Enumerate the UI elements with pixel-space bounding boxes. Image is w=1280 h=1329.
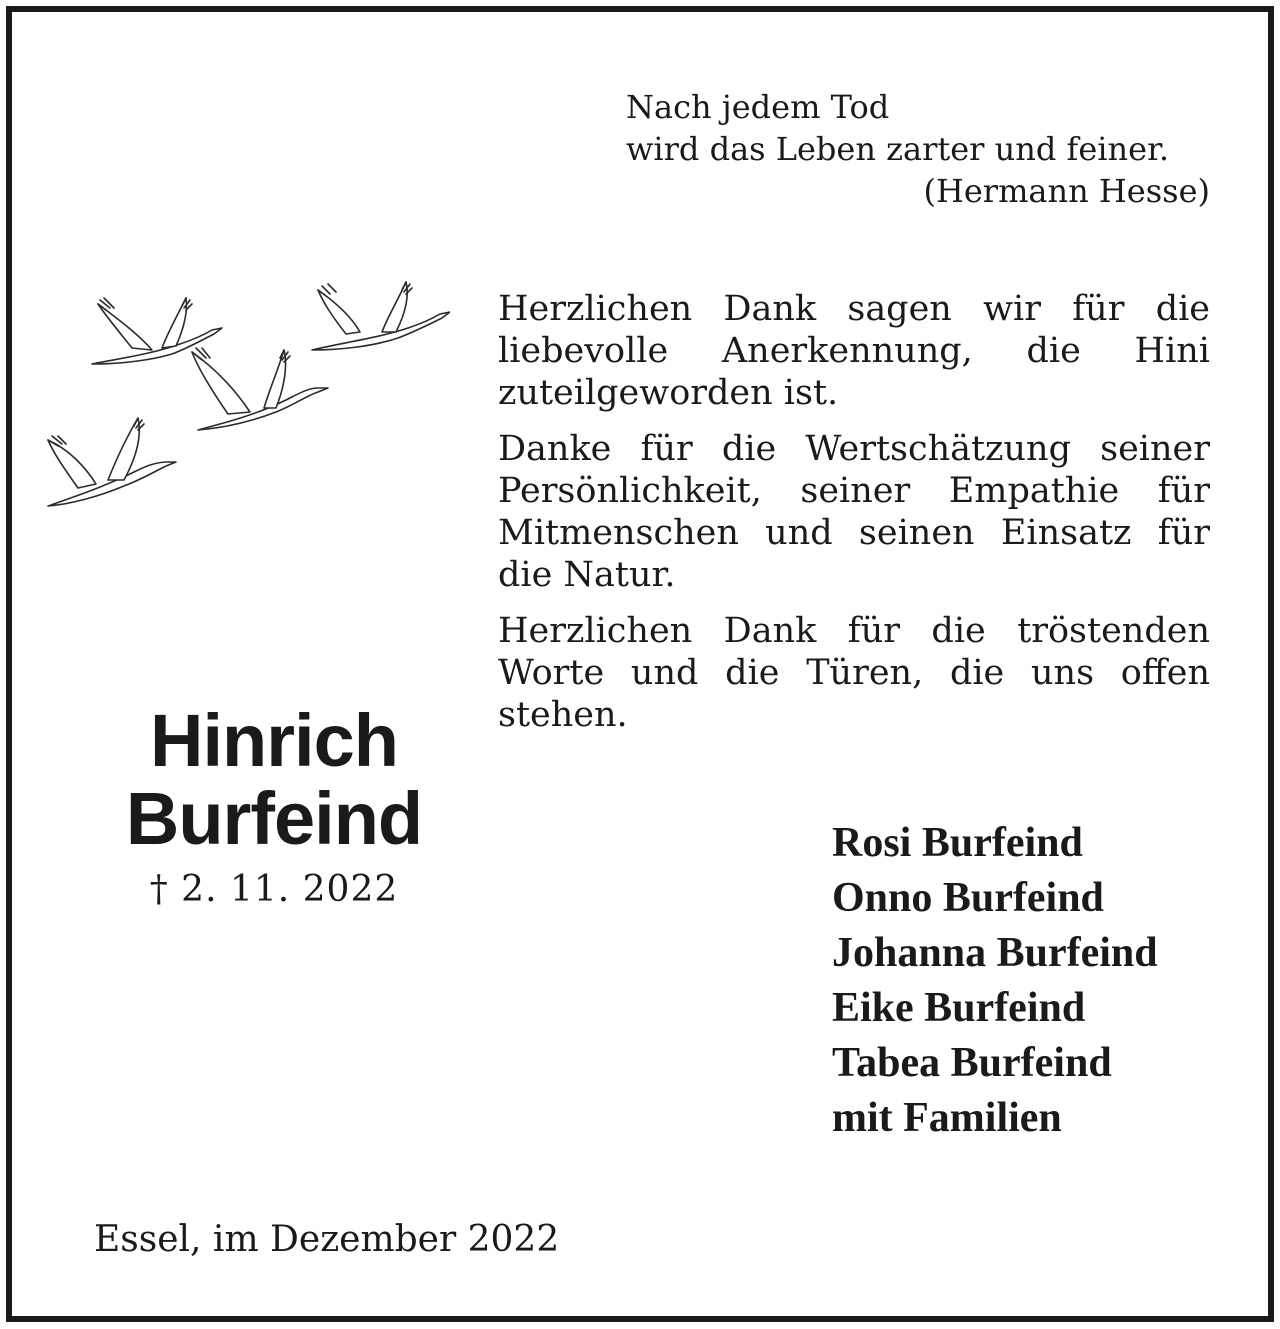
quote-author: (Hermann Hesse) <box>923 172 1210 210</box>
family-signatures <box>832 816 1158 1146</box>
family-member: Rosi Burfeind <box>832 820 1083 866</box>
crane-4 <box>48 418 176 506</box>
paragraph-2: Danke für die Wertschätzung seiner Persönlichkeit, seiner Empathie für Mitmenschen und seinen Einsatz für die Natur. <box>498 429 1210 595</box>
family-member: Onno Burfeind <box>832 875 1104 921</box>
obituary-frame <box>6 6 1274 1322</box>
last-name: Burfeind <box>125 777 423 860</box>
hesse-quote <box>626 86 1210 212</box>
death-date: † 2. 11. 2022 <box>149 869 399 910</box>
crane-3 <box>192 348 328 430</box>
family-member: mit Familien <box>832 1095 1062 1141</box>
family-member: Johanna Burfeind <box>832 930 1158 976</box>
family-member: Eike Burfeind <box>832 985 1086 1031</box>
deceased-name-block <box>72 699 476 914</box>
place-and-date: Essel, im Dezember 2022 <box>94 1219 560 1260</box>
quote-line-1: Nach jedem Tod <box>626 88 890 126</box>
family-member: Tabea Burfeind <box>832 1040 1112 1086</box>
crane-2 <box>312 282 450 350</box>
quote-line-2: wird das Leben zarter und feiner. <box>626 130 1170 168</box>
first-name: Hinrich <box>150 699 398 782</box>
flying-cranes-icon <box>40 274 450 514</box>
paragraph-3: Herzlichen Dank für die tröstenden Worte und die Türen, die uns offen stehen. <box>498 611 1210 735</box>
thank-you-text <box>498 288 1210 750</box>
paragraph-1: Herzlichen Dank sagen wir für die liebevolle Anerkennung, die Hini zuteilgeworden ist. <box>498 289 1210 413</box>
